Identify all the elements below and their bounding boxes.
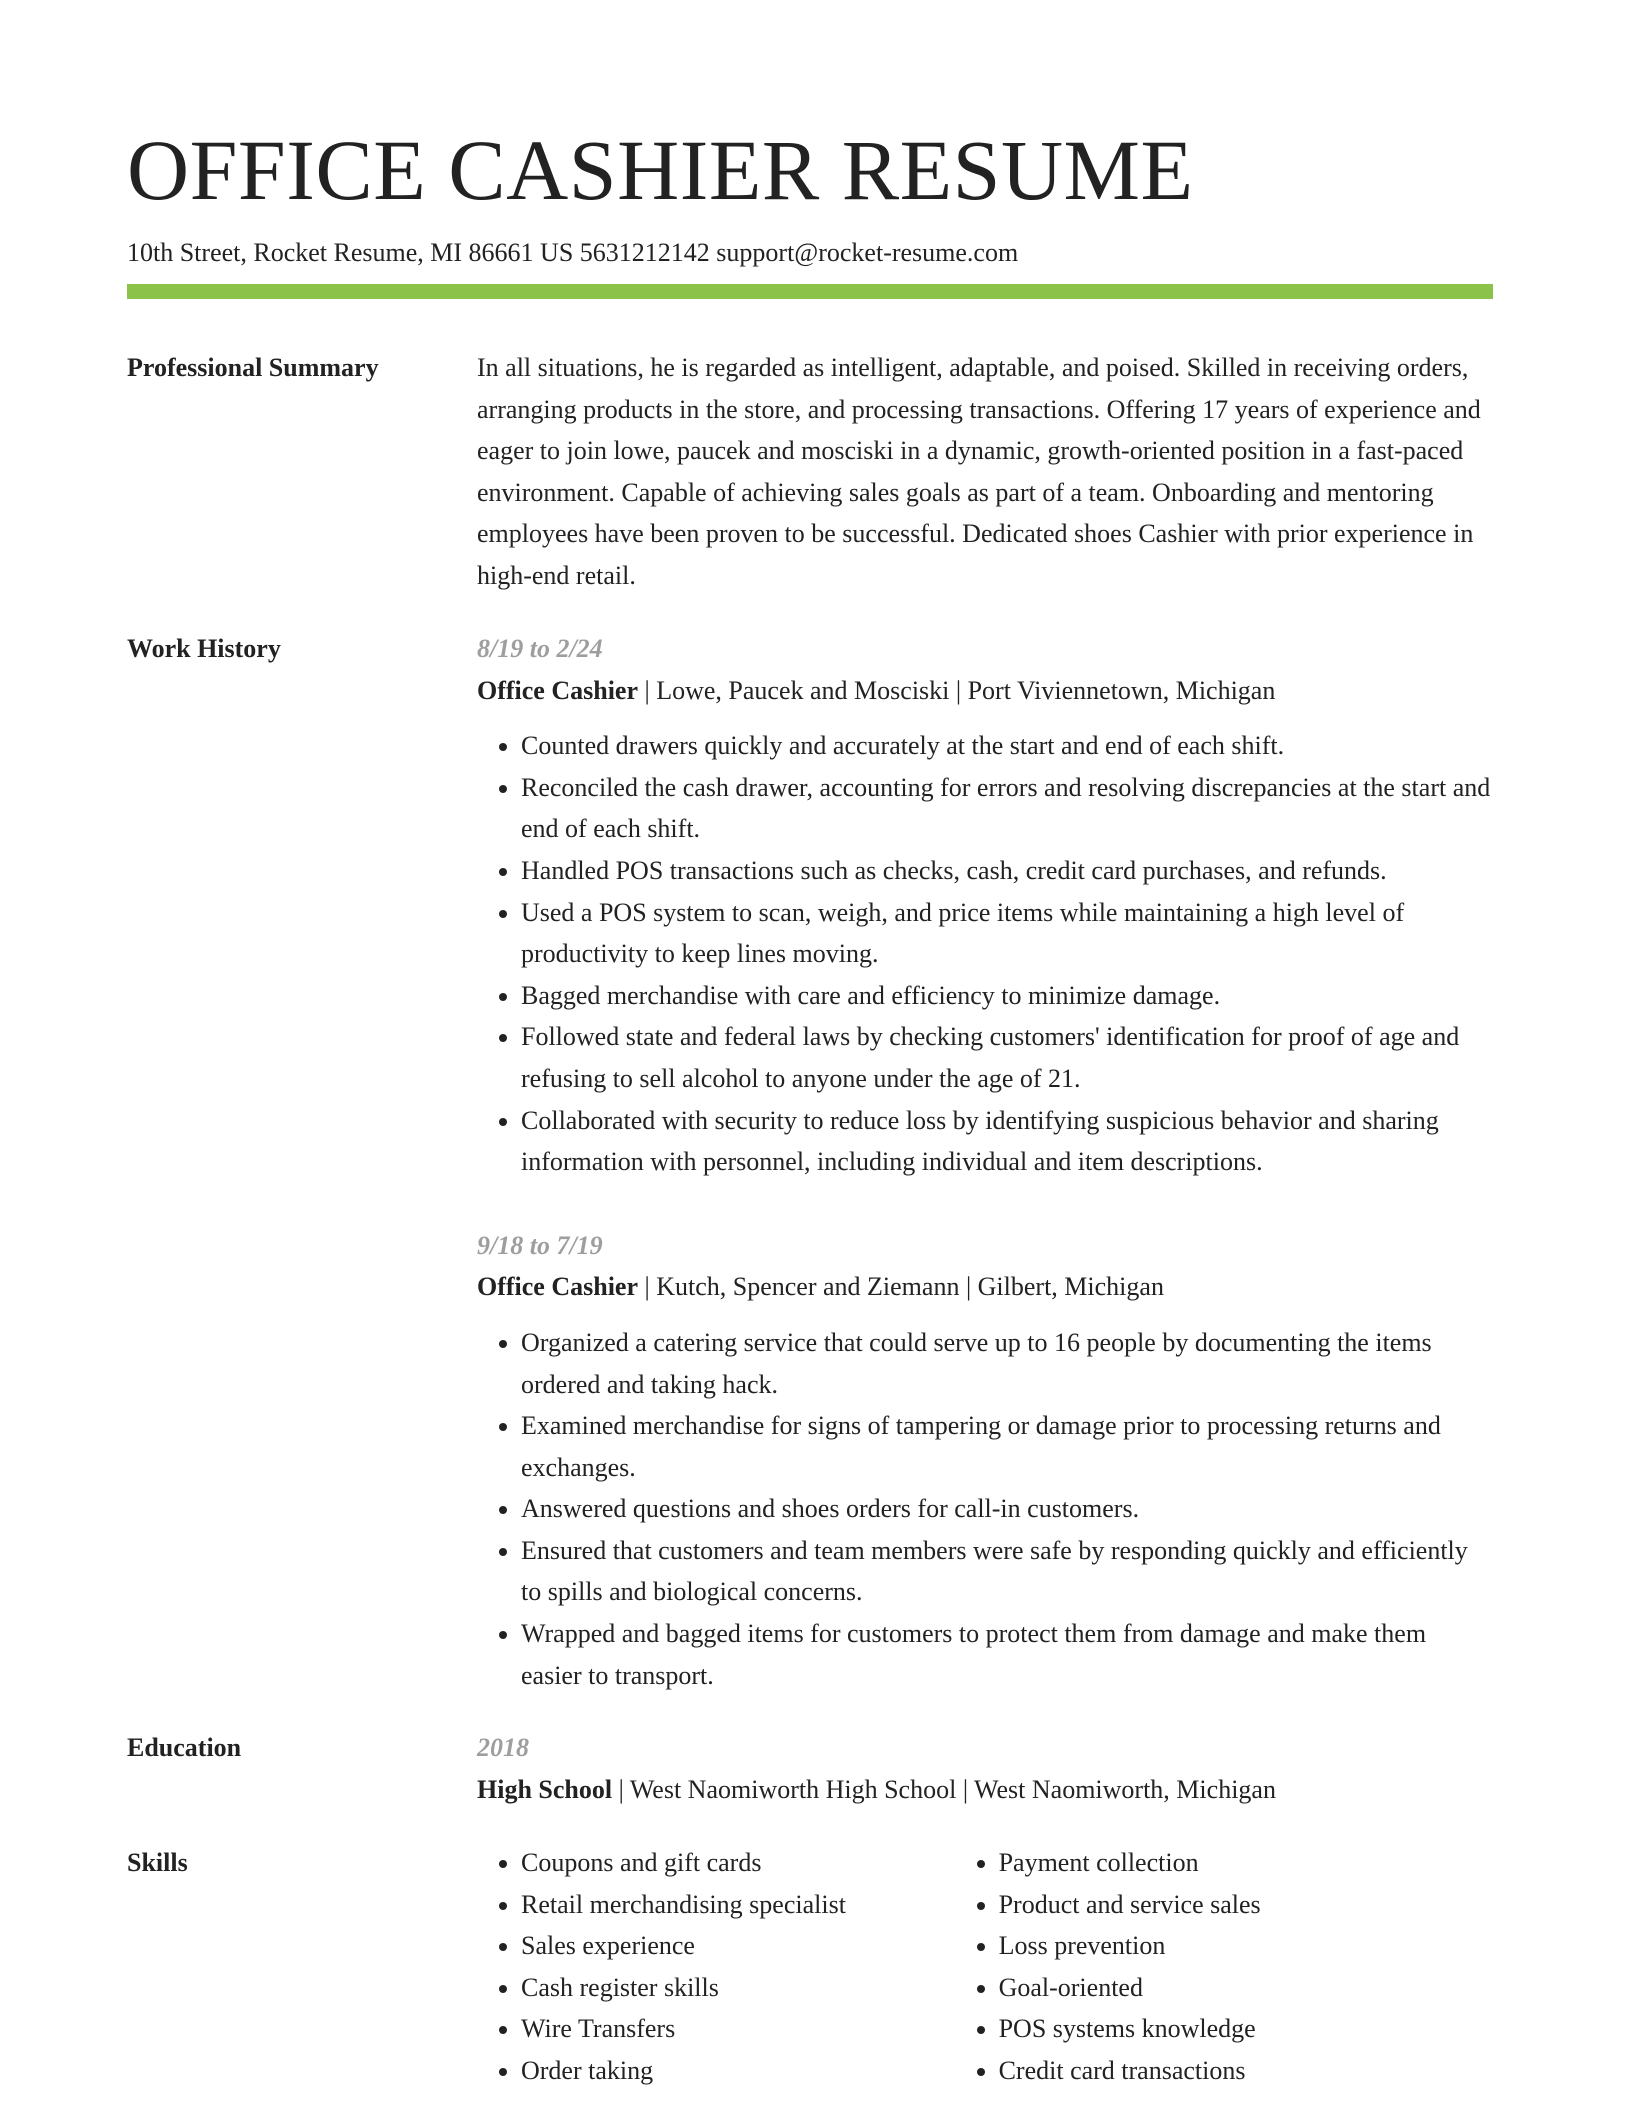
job-details: | Lowe, Paucek and Mosciski | Port Viviennetown, Michigan	[638, 675, 1276, 705]
education-body	[477, 1727, 1493, 1810]
job-bullets	[477, 1322, 1493, 1696]
education-year: 2018	[477, 1733, 529, 1762]
education-details: | West Naomiworth High School | West Naomiworth, Michigan	[612, 1774, 1276, 1804]
job-bullet: • Examined merchandise for signs of tampering or damage prior to processing returns and exchanges.	[521, 1405, 1493, 1488]
resume-title: OFFICE CASHIER RESUME	[127, 122, 1194, 218]
job-bullet: • Ensured that customers and team members were safe by responding quickly and efficiently to spills and biological concerns.	[521, 1530, 1493, 1613]
job-heading	[477, 1266, 1493, 1308]
job-bullet: • Handled POS transactions such as checks, cash, credit card purchases, and refunds.	[521, 850, 1493, 892]
summary-text: In all situations, he is regarded as intelligent, adaptable, and poised. Skilled in receiving orders, arranging products in the store, and processing transactions. Offering 17 years of experience and eager to join lowe, paucek and mosciski in a dynamic, growth-oriented position in a fast-paced environment. Capable of achieving sales goals as part of a team. Onboarding and mentoring employees have been proven to be successful. Dedicated shoes Cashier with prior experience in high-end retail.	[477, 353, 1481, 590]
skills-body	[477, 1842, 1493, 2092]
skill-item: • Loss prevention	[999, 1925, 1493, 1967]
job-bullet: • Wrapped and bagged items for customers to protect them from damage and make them easier to transport.	[521, 1613, 1493, 1696]
skill-item: • POS systems knowledge	[999, 2008, 1493, 2050]
job-bullet: • Reconciled the cash drawer, accounting for errors and resolving discrepancies at the start and end of each shift.	[521, 767, 1493, 850]
skill-item: • Goal-oriented	[999, 1967, 1493, 2009]
summary-body	[477, 347, 1493, 597]
skills-label: Skills	[127, 1848, 188, 1877]
skill-item: • Product and service sales	[999, 1884, 1493, 1926]
job-title: Office Cashier	[477, 1272, 639, 1302]
job-bullet: • Followed state and federal laws by checking customers' identification for proof of age and refusing to sell alcohol to anyone under the age of 21.	[521, 1016, 1493, 1099]
summary-label: Professional Summary	[127, 353, 379, 382]
skill-item: • Cash register skills	[521, 1967, 955, 2009]
skill-item: • Payment collection	[999, 1842, 1493, 1884]
skills-list-right	[955, 1842, 1493, 2092]
skill-item: • Sales experience	[521, 1925, 955, 1967]
education-heading	[477, 1769, 1493, 1811]
job-entry	[477, 1225, 1493, 1697]
skill-item: • Retail merchandising specialist	[521, 1884, 955, 1926]
job-bullet: • Used a POS system to scan, weigh, and price items while maintaining a high level of productivity to keep lines moving.	[521, 892, 1493, 975]
job-heading	[477, 670, 1493, 712]
job-bullets	[477, 725, 1493, 1183]
header-accent-rule	[127, 284, 1493, 299]
resume-header	[127, 118, 1493, 268]
job-bullet: • Counted drawers quickly and accurately at the start and end of each shift.	[521, 725, 1493, 767]
job-dates: 9/18 to 7/19	[477, 1230, 603, 1260]
job-bullet: • Collaborated with security to reduce loss by identifying suspicious behavior and sharing information with personnel, including individual and item descriptions.	[521, 1100, 1493, 1183]
education-degree: High School	[477, 1774, 613, 1804]
contact-line: 10th Street, Rocket Resume, MI 86661 US 5631212142 support@rocket-resume.com	[127, 238, 1019, 267]
job-dates: 8/19 to 2/24	[477, 634, 603, 663]
job-bullet: • Organized a catering service that could serve up to 16 people by documenting the items ordered and taking hack.	[521, 1322, 1493, 1405]
work-history-body	[477, 628, 1493, 1696]
skill-item: • Order taking	[521, 2050, 955, 2092]
skills-list-left	[477, 1842, 955, 2092]
job-bullet: • Bagged merchandise with care and efficiency to minimize damage.	[521, 975, 1493, 1017]
job-title: Office Cashier	[477, 675, 639, 705]
work-history-label: Work History	[127, 634, 281, 663]
skill-item: • Wire Transfers	[521, 2008, 955, 2050]
job-details: | Kutch, Spencer and Ziemann | Gilbert, Michigan	[638, 1272, 1164, 1302]
skill-item: • Coupons and gift cards	[521, 1842, 955, 1884]
job-bullet: • Answered questions and shoes orders for call-in customers.	[521, 1488, 1493, 1530]
skill-item: • Credit card transactions	[999, 2050, 1493, 2092]
job-entry	[477, 628, 1493, 1183]
education-label: Education	[127, 1733, 242, 1762]
